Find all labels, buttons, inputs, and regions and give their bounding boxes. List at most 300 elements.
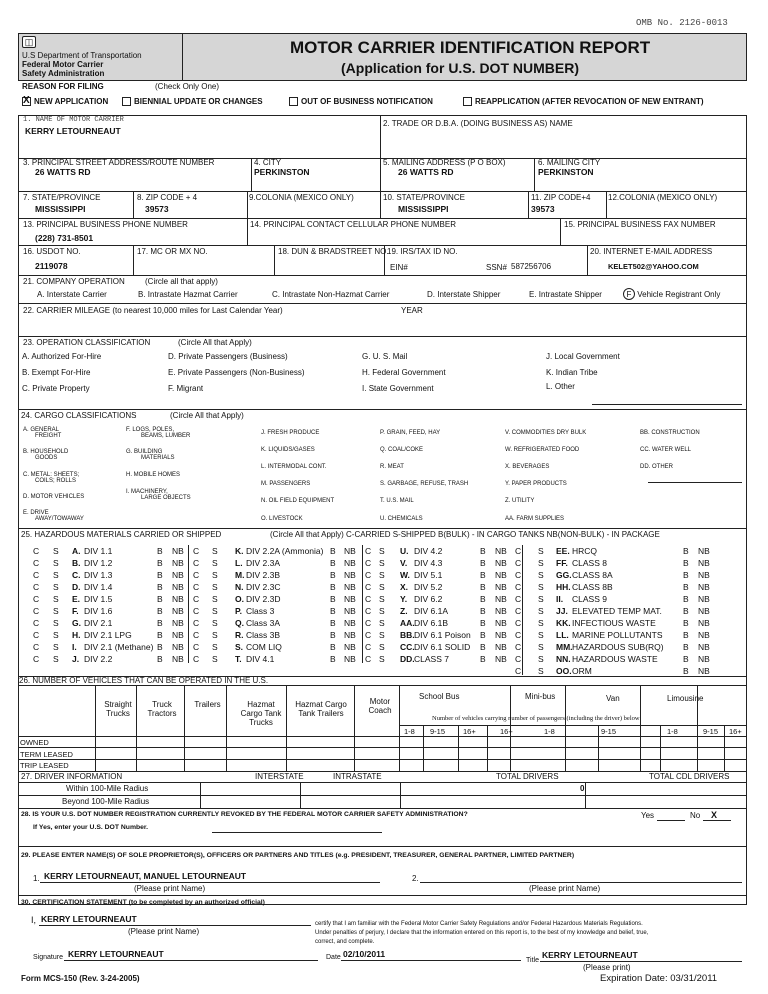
hazmat-ee-carried[interactable]: C [515, 546, 522, 556]
street-address[interactable]: 26 WATTS RD [35, 167, 91, 177]
opclass-j[interactable]: J. Local Government [546, 352, 620, 361]
hazmat-q-bulk[interactable]: B [330, 618, 336, 628]
hazmat-ii-carried[interactable]: C [515, 594, 522, 604]
mailing-city[interactable]: PERKINSTON [538, 167, 594, 177]
hazmat-v-nonbulk[interactable]: NB [495, 558, 507, 568]
hazmat-hh-shipped[interactable]: S [538, 582, 544, 592]
hazmat-a-nonbulk[interactable]: NB [172, 546, 184, 556]
hazmat-bb-bulk[interactable]: B [480, 630, 486, 640]
hazmat-p-nonbulk[interactable]: NB [344, 606, 356, 616]
op-e[interactable]: E. Intrastate Shipper [529, 290, 602, 299]
hazmat-e-bulk[interactable]: B [157, 594, 163, 604]
omb-number: OMB No. 2126-0013 [636, 18, 728, 28]
hazmat-ll-nonbulk[interactable]: NB [698, 630, 710, 640]
hazmat-cc-bulk[interactable]: B [480, 642, 486, 652]
drivers-row-within: Within 100-Mile Radius [66, 784, 149, 793]
hazmat-x-carried[interactable]: C [365, 582, 372, 592]
hazmat-kk-name: INFECTIOUS WASTE [572, 618, 656, 628]
email-value[interactable]: KELET502@YAHOO.COM [608, 262, 699, 271]
reason-biennial-update[interactable]: BIENNIAL UPDATE OR CHANGES [122, 97, 263, 106]
hazmat-ll-shipped[interactable]: S [538, 630, 544, 640]
cert-line1: certify that I am familiar with the Federal Motor Carrier Safety Regulations and/or Federal Hazardous Materials Regulations. [315, 921, 643, 927]
cargo-g[interactable]: G. BUILDING MATERIALS [126, 449, 175, 461]
hazmat-ff-carried[interactable]: C [515, 558, 522, 568]
cargo-m[interactable]: M. PASSENGERS [261, 481, 311, 487]
hazmat-ee-shipped[interactable]: S [538, 546, 544, 556]
hazmat-m-shipped[interactable]: S [212, 570, 218, 580]
hazmat-ff-nonbulk[interactable]: NB [698, 558, 710, 568]
agency-line2: Federal Motor Carrier [22, 60, 104, 69]
q28-no-label: No [690, 811, 701, 820]
hazmat-aa-carried[interactable]: C [365, 618, 372, 628]
hazmat-e-carried[interactable]: C [33, 594, 40, 604]
hazmat-f-nonbulk[interactable]: NB [172, 606, 184, 616]
cargo-k[interactable]: K. LIQUIDS/GASES [261, 447, 315, 453]
hazmat-nn-nonbulk[interactable]: NB [698, 654, 710, 664]
opclass-k[interactable]: K. Indian Tribe [546, 368, 598, 377]
op-f-circled[interactable]: F Vehicle Registrant Only [623, 288, 720, 300]
cargo-n[interactable]: N. OIL FIELD EQUIPMENT [261, 498, 335, 504]
hazmat-p-carried[interactable]: C [193, 606, 200, 616]
veh-range-1: 9-15 [430, 727, 446, 736]
hazmat-r-code: R. [235, 630, 244, 640]
hazmat-dd-carried[interactable]: C [365, 654, 372, 664]
hazmat-u-bulk[interactable]: B [480, 546, 486, 556]
cargo-w[interactable]: W. REFRIGERATED FOOD [505, 447, 580, 453]
hazmat-oo-nonbulk[interactable]: NB [698, 666, 710, 676]
hazmat-oo-carried[interactable]: C [515, 666, 522, 676]
hazmat-i-name: DIV 2.1 (Methane) [84, 642, 154, 652]
hazmat-mm-nonbulk[interactable]: NB [698, 642, 710, 652]
hazmat-mm-name: HAZARDOUS SUB(RQ) [572, 642, 664, 652]
reason-new-application[interactable]: X NEW APPLICATION [23, 95, 109, 107]
hazmat-p-shipped[interactable]: S [212, 606, 218, 616]
state[interactable]: MISSISSIPPI [35, 204, 86, 214]
hazmat-bb-shipped[interactable]: S [379, 630, 385, 640]
cert-line3: correct, and complete. [315, 939, 375, 945]
hazmat-m-nonbulk[interactable]: NB [344, 570, 356, 580]
cargo-aa[interactable]: AA. FARM SUPPLIES [505, 516, 565, 522]
q28-no-answer[interactable]: X [711, 810, 718, 820]
hazmat-gg-bulk[interactable]: B [683, 570, 689, 580]
hazmat-hh-bulk[interactable]: B [683, 582, 689, 592]
field19-label: 19. IRS/TAX ID NO. [387, 247, 458, 256]
hazmat-cc-carried[interactable]: C [365, 642, 372, 652]
hazmat-s-carried[interactable]: C [193, 642, 200, 652]
veh-range-5: 9-15 [601, 727, 617, 736]
hazmat-h-code: H. [72, 630, 81, 640]
hazmat-kk-bulk[interactable]: B [683, 618, 689, 628]
hazmat-e-shipped[interactable]: S [53, 594, 59, 604]
hazmat-t-shipped[interactable]: S [212, 654, 218, 664]
hazmat-i-carried[interactable]: C [33, 642, 40, 652]
field7-label: 7. STATE/PROVINCE [23, 193, 101, 202]
hazmat-b-nonbulk[interactable]: NB [172, 558, 184, 568]
hazmat-j-nonbulk[interactable]: NB [172, 654, 184, 664]
cargo-h[interactable]: H. MOBILE HOMES [126, 472, 181, 478]
hazmat-jj-bulk[interactable]: B [683, 606, 689, 616]
hazmat-u-shipped[interactable]: S [379, 546, 385, 556]
hazmat-ll-name: MARINE POLLUTANTS [572, 630, 663, 640]
hazmat-o-nonbulk[interactable]: NB [344, 594, 356, 604]
hazmat-y-carried[interactable]: C [365, 594, 372, 604]
reason-label: REASON FOR FILING [22, 82, 104, 91]
city[interactable]: PERKINSTON [254, 167, 310, 177]
hazmat-v-bulk[interactable]: B [480, 558, 486, 568]
hazmat-i-bulk[interactable]: B [157, 642, 163, 652]
hazmat-aa-shipped[interactable]: S [379, 618, 385, 628]
agency-line1: U.S Department of Transportation [22, 51, 142, 60]
checkbox-new-application[interactable]: X [23, 95, 30, 107]
hazmat-s-nonbulk[interactable]: NB [344, 642, 356, 652]
title-value[interactable]: KERRY LETOURNEAUT [542, 950, 638, 960]
hazmat-w-nonbulk[interactable]: NB [495, 570, 507, 580]
hazmat-a-shipped[interactable]: S [53, 546, 59, 556]
hazmat-t-carried[interactable]: C [193, 654, 200, 664]
hazmat-d-carried[interactable]: C [33, 582, 40, 592]
hazmat-j-shipped[interactable]: S [53, 654, 59, 664]
hazmat-n-carried[interactable]: C [193, 582, 200, 592]
op-c[interactable]: C. Intrastate Non-Hazmat Carrier [272, 290, 390, 299]
cargo-j[interactable]: J. FRESH PRODUCE [261, 430, 320, 436]
hazmat-d-nonbulk[interactable]: NB [172, 582, 184, 592]
cargo-cc[interactable]: CC. WATER WELL [640, 447, 692, 453]
cargo-i[interactable]: I. MACHINERY, LARGE OBJECTS [126, 489, 191, 501]
hazmat-nn-bulk[interactable]: B [683, 654, 689, 664]
hazmat-mm-carried[interactable]: C [515, 642, 522, 652]
hazmat-r-name: Class 3B [246, 630, 281, 640]
hazmat-bb-carried[interactable]: C [365, 630, 372, 640]
hazmat-g-bulk[interactable]: B [157, 618, 163, 628]
hazmat-z-nonbulk[interactable]: NB [495, 606, 507, 616]
hazmat-oo-shipped[interactable]: S [538, 666, 544, 676]
opclass-c[interactable]: C. Private Property [22, 384, 90, 393]
field1-label: 1. NAME OF MOTOR CARRIER [23, 116, 124, 124]
hazmat-l-nonbulk[interactable]: NB [344, 558, 356, 568]
field8-label: 8. ZIP CODE + 4 [137, 193, 198, 202]
hazmat-jj-carried[interactable]: C [515, 606, 522, 616]
hazmat-ll-carried[interactable]: C [515, 630, 522, 640]
cargo-y[interactable]: Y. PAPER PRODUCTS [505, 481, 567, 487]
hazmat-hh-code: HH. [556, 582, 571, 592]
date-value[interactable]: 02/10/2011 [343, 949, 386, 959]
hazmat-z-carried[interactable]: C [365, 606, 372, 616]
ein-label: EIN# [390, 263, 408, 272]
hazmat-r-bulk[interactable]: B [330, 630, 336, 640]
hazmat-x-code: X. [400, 582, 409, 592]
hazmat-jj-shipped[interactable]: S [538, 606, 544, 616]
hazmat-l-carried[interactable]: C [193, 558, 200, 568]
opclass-h[interactable]: H. Federal Government [362, 368, 446, 377]
hazmat-y-nonbulk[interactable]: NB [495, 594, 507, 604]
hazmat-cc-nonbulk[interactable]: NB [495, 642, 507, 652]
hazmat-w-name: DIV 5.1 [414, 570, 443, 580]
form-number: Form MCS-150 (Rev. 3-24-2005) [21, 974, 140, 983]
hazmat-q-shipped[interactable]: S [212, 618, 218, 628]
hazmat-d-bulk[interactable]: B [157, 582, 163, 592]
hazmat-l-shipped[interactable]: S [212, 558, 218, 568]
ssn-value[interactable]: 587256706 [511, 262, 552, 271]
hazmat-dd-bulk[interactable]: B [480, 654, 486, 664]
hazmat-b-name: DIV 1.2 [84, 558, 113, 568]
hazmat-kk-shipped[interactable]: S [538, 618, 544, 628]
cargo-u[interactable]: U. CHEMICALS [380, 516, 423, 522]
op-b[interactable]: B. Intrastate Hazmat Carrier [138, 290, 238, 299]
hazmat-jj-nonbulk[interactable]: NB [698, 606, 710, 616]
hazmat-b-bulk[interactable]: B [157, 558, 163, 568]
hazmat-w-shipped[interactable]: S [379, 570, 385, 580]
carrier-name[interactable]: KERRY LETOURNEAUT [25, 126, 121, 136]
cargo-d[interactable]: D. MOTOR VEHICLES [23, 494, 85, 500]
hazmat-kk-nonbulk[interactable]: NB [698, 618, 710, 628]
cargo-c[interactable]: C. METAL: SHEETS; COILS; ROLLS [23, 472, 80, 484]
hazmat-j-carried[interactable]: C [33, 654, 40, 664]
hazmat-j-code: J. [72, 654, 80, 664]
veh-range-4: 1-8 [544, 727, 555, 736]
mileage-label: 22. CARRIER MILEAGE (to nearest 10,000 miles for Last Calendar Year) [23, 306, 283, 315]
hazmat-o-carried[interactable]: C [193, 594, 200, 604]
hazmat-n-bulk[interactable]: B [330, 582, 336, 592]
veh-header-1: Truck Tractors [147, 700, 177, 718]
hazmat-q-nonbulk[interactable]: NB [344, 618, 356, 628]
hazmat-i-shipped[interactable]: S [53, 642, 59, 652]
hazmat-x-nonbulk[interactable]: NB [495, 582, 507, 592]
op-a[interactable]: A. Interstate Carrier [37, 290, 107, 299]
hazmat-mm-shipped[interactable]: S [538, 642, 544, 652]
hazmat-y-shipped[interactable]: S [379, 594, 385, 604]
hazmat-e-nonbulk[interactable]: NB [172, 594, 184, 604]
hazmat-a-bulk[interactable]: B [157, 546, 163, 556]
hazmat-r-carried[interactable]: C [193, 630, 200, 640]
veh-header-school-bus: School Bus [419, 692, 460, 701]
hazmat-aa-nonbulk[interactable]: NB [495, 618, 507, 628]
hazmat-t-code: T. [235, 654, 242, 664]
hazmat-z-bulk[interactable]: B [480, 606, 486, 616]
field4-label: 4. CITY [254, 158, 282, 167]
hazmat-n-shipped[interactable]: S [212, 582, 218, 592]
hazmat-g-carried[interactable]: C [33, 618, 40, 628]
hazmat-dd-shipped[interactable]: S [379, 654, 385, 664]
hazmat-ll-bulk[interactable]: B [683, 630, 689, 640]
cert-line2: Under penalties of perjury, I declare that the information entered on this report is, to the best of my knowledge and belief, true, [315, 930, 649, 936]
hazmat-w-bulk[interactable]: B [480, 570, 486, 580]
hazmat-l-bulk[interactable]: B [330, 558, 336, 568]
hazmat-t-nonbulk[interactable]: NB [344, 654, 356, 664]
hazmat-n-nonbulk[interactable]: NB [344, 582, 356, 592]
hazmat-g-nonbulk[interactable]: NB [172, 618, 184, 628]
hazmat-j-bulk[interactable]: B [157, 654, 163, 664]
hazmat-oo-bulk[interactable]: B [683, 666, 689, 676]
mailing-zip[interactable]: 39573 [531, 204, 555, 214]
cargo-a[interactable]: A. GENERAL FREIGHT [23, 427, 62, 439]
opclass-d[interactable]: D. Private Passengers (Business) [168, 352, 288, 361]
hazmat-ff-bulk[interactable]: B [683, 558, 689, 568]
cargo-dd[interactable]: DD. OTHER [640, 464, 674, 470]
cargo-f[interactable]: F. LOGS, POLES, BEAMS, LUMBER [126, 427, 191, 439]
hazmat-s-shipped[interactable]: S [212, 642, 218, 652]
hazmat-k-bulk[interactable]: B [330, 546, 336, 556]
hazmat-ff-shipped[interactable]: S [538, 558, 544, 568]
hazmat-mm-bulk[interactable]: B [683, 642, 689, 652]
reason-out-of-business[interactable]: OUT OF BUSINESS NOTIFICATION [289, 97, 433, 106]
hazmat-ii-nonbulk[interactable]: NB [698, 594, 710, 604]
hazmat-d-shipped[interactable]: S [53, 582, 59, 592]
hazmat-bb-nonbulk[interactable]: NB [495, 630, 507, 640]
cargo-o[interactable]: O. LIVESTOCK [261, 516, 303, 522]
hazmat-h-name: DIV 2.1 LPG [84, 630, 132, 640]
cargo-x[interactable]: X. BEVERAGES [505, 464, 550, 470]
hazmat-c-nonbulk[interactable]: NB [172, 570, 184, 580]
veh-header-0: Straight Trucks [104, 700, 132, 718]
certifier-name[interactable]: KERRY LETOURNEAUT [41, 914, 137, 924]
hazmat-w-carried[interactable]: C [365, 570, 372, 580]
reason-reapplication[interactable]: REAPPLICATION (AFTER REVOCATION OF NEW ENTRANT) [463, 97, 704, 106]
cargo-l[interactable]: L. INTERMODAL CONT. [261, 464, 327, 470]
hazmat-y-bulk[interactable]: B [480, 594, 486, 604]
hazmat-k-shipped[interactable]: S [212, 546, 218, 556]
hazmat-h-shipped[interactable]: S [53, 630, 59, 640]
hazmat-ll-code: LL. [556, 630, 569, 640]
hazmat-nn-carried[interactable]: C [515, 654, 522, 664]
hazmat-hh-nonbulk[interactable]: NB [698, 582, 710, 592]
mailing-address[interactable]: 26 WATTS RD [398, 167, 454, 177]
hazmat-r-shipped[interactable]: S [212, 630, 218, 640]
q29-num1: 1. [33, 874, 40, 883]
cargo-s[interactable]: S. GARBAGE, REFUSE, TRASH [380, 481, 469, 487]
hazmat-o-shipped[interactable]: S [212, 594, 218, 604]
hazmat-m-code: M. [235, 570, 245, 580]
hazmat-aa-bulk[interactable]: B [480, 618, 486, 628]
hazmat-k-carried[interactable]: C [193, 546, 200, 556]
hazmat-b-carried[interactable]: C [33, 558, 40, 568]
hazmat-h-carried[interactable]: C [33, 630, 40, 640]
checkbox-out-of-business[interactable] [289, 97, 298, 106]
hazmat-nn-shipped[interactable]: S [538, 654, 544, 664]
hazmat-o-bulk[interactable]: B [330, 594, 336, 604]
hazmat-kk-carried[interactable]: C [515, 618, 522, 628]
field6-label: 6. MAILING CITY [538, 158, 601, 167]
cargo-b[interactable]: B. HOUSEHOLD GOODS [23, 449, 69, 461]
field13-label: 13. PRINCIPAL BUSINESS PHONE NUMBER [23, 220, 188, 229]
cargo-t[interactable]: T. U.S. MAIL [380, 498, 414, 504]
veh-header-4: Hazmat Cargo Tank Trailers [295, 700, 347, 718]
checkbox-biennial[interactable] [122, 97, 131, 106]
hazmat-ii-bulk[interactable]: B [683, 594, 689, 604]
hazmat-b-shipped[interactable]: S [53, 558, 59, 568]
usdot-number[interactable]: 2119078 [35, 261, 68, 271]
hazmat-t-bulk[interactable]: B [330, 654, 336, 664]
hazmat-q-carried[interactable]: C [193, 618, 200, 628]
hazmat-gg-carried[interactable]: C [515, 570, 522, 580]
hazmat-cc-shipped[interactable]: S [379, 642, 385, 652]
hazmat-ee-code: EE. [556, 546, 570, 556]
hazmat-v-carried[interactable]: C [365, 558, 372, 568]
hazmat-a-carried[interactable]: C [33, 546, 40, 556]
hazmat-p-bulk[interactable]: B [330, 606, 336, 616]
q30-print: (Please print Name) [128, 927, 200, 936]
signature-value[interactable]: KERRY LETOURNEAUT [68, 949, 164, 959]
checkbox-reapplication[interactable] [463, 97, 472, 106]
hazmat-t-name: DIV 4.1 [246, 654, 275, 664]
business-phone[interactable]: (228) 731-8501 [35, 233, 94, 243]
hazmat-x-bulk[interactable]: B [480, 582, 486, 592]
cargo-bb[interactable]: BB. CONSTRUCTION [640, 430, 700, 436]
hazmat-m-bulk[interactable]: B [330, 570, 336, 580]
cargo-r[interactable]: R. MEAT [380, 464, 404, 470]
hazmat-r-nonbulk[interactable]: NB [344, 630, 356, 640]
hazmat-hh-carried[interactable]: C [515, 582, 522, 592]
cargo-v[interactable]: V. COMMODITIES DRY BULK [505, 430, 587, 436]
title-print: (Please print) [583, 963, 631, 972]
q29-label: 29. PLEASE ENTER NAME(S) OF SOLE PROPRIETOR(S), OFFICERS OR PARTNERS AND TITLES (e.g. PRESIDENT, TREASURER, GENERAL PARTNER, LIMITED PARTNER) [21, 852, 575, 859]
hazmat-i-nonbulk[interactable]: NB [172, 642, 184, 652]
officers-names[interactable]: KERRY LETOURNEAUT, MANUEL LETOURNEAUT [44, 871, 247, 881]
hazmat-f-code: F. [72, 606, 79, 616]
hazmat-f-name: DIV 1.6 [84, 606, 113, 616]
opclass-l[interactable]: L. Other [546, 382, 575, 391]
cargo-q[interactable]: Q. COAL/COKE [380, 447, 424, 453]
hazmat-m-name: DIV 2.3B [246, 570, 281, 580]
hazmat-c-bulk[interactable]: B [157, 570, 163, 580]
hazmat-f-carried[interactable]: C [33, 606, 40, 616]
hazmat-g-shipped[interactable]: S [53, 618, 59, 628]
hazmat-oo-name: ORM [572, 666, 592, 676]
cargo-z[interactable]: Z. UTILITY [505, 498, 535, 504]
hazmat-h-nonbulk[interactable]: NB [172, 630, 184, 640]
opclass-g[interactable]: G. U. S. Mail [362, 352, 408, 361]
zip-code[interactable]: 39573 [145, 204, 169, 214]
hazmat-ee-nonbulk[interactable]: NB [698, 546, 710, 556]
op-d[interactable]: D. Interstate Shipper [427, 290, 501, 299]
hazmat-hh-name: CLASS 8B [572, 582, 613, 592]
hazmat-k-nonbulk[interactable]: NB [344, 546, 356, 556]
hazmat-c-carried[interactable]: C [33, 570, 40, 580]
hazmat-z-shipped[interactable]: S [379, 606, 385, 616]
hazmat-ee-bulk[interactable]: B [683, 546, 689, 556]
hazmat-dd-nonbulk[interactable]: NB [495, 654, 507, 664]
opclass-f[interactable]: F. Migrant [168, 384, 204, 393]
hazmat-c-shipped[interactable]: S [53, 570, 59, 580]
hazmat-m-carried[interactable]: C [193, 570, 200, 580]
hazmat-h-bulk[interactable]: B [157, 630, 163, 640]
hazmat-v-shipped[interactable]: S [379, 558, 385, 568]
hazmat-s-bulk[interactable]: B [330, 642, 336, 652]
hazmat-u-nonbulk[interactable]: NB [495, 546, 507, 556]
cargo-note: (Circle All that Apply) [170, 411, 244, 420]
hazmat-gg-nonbulk[interactable]: NB [698, 570, 710, 580]
veh-range-8: 16+ [729, 727, 742, 736]
company-operation-label: 21. COMPANY OPERATION [23, 277, 125, 286]
mailing-state[interactable]: MISSISSIPPI [398, 204, 449, 214]
hazmat-f-shipped[interactable]: S [53, 606, 59, 616]
hazmat-a-name: DIV 1.1 [84, 546, 113, 556]
hazmat-gg-shipped[interactable]: S [538, 570, 544, 580]
cargo-p[interactable]: P. GRAIN, FEED, HAY [380, 430, 441, 436]
opclass-a[interactable]: A. Authorized For-Hire [22, 352, 102, 361]
hazmat-u-carried[interactable]: C [365, 546, 372, 556]
total-drivers-value[interactable]: 0 [580, 784, 585, 793]
opclass-b[interactable]: B. Exempt For-Hire [22, 368, 91, 377]
opclass-e[interactable]: E. Private Passengers (Non-Business) [168, 368, 305, 377]
opclass-i[interactable]: I. State Government [362, 384, 434, 393]
cargo-e[interactable]: E. DRIVE AWAY/TOWAWAY [23, 510, 84, 522]
hazmat-ii-shipped[interactable]: S [538, 594, 544, 604]
hazmat-f-bulk[interactable]: B [157, 606, 163, 616]
hazmat-x-shipped[interactable]: S [379, 582, 385, 592]
hazmat-ff-name: CLASS 8 [572, 558, 607, 568]
hazmat-e-name: DIV 1.5 [84, 594, 113, 604]
drivers-col-intrastate: INTRASTATE [333, 772, 382, 781]
